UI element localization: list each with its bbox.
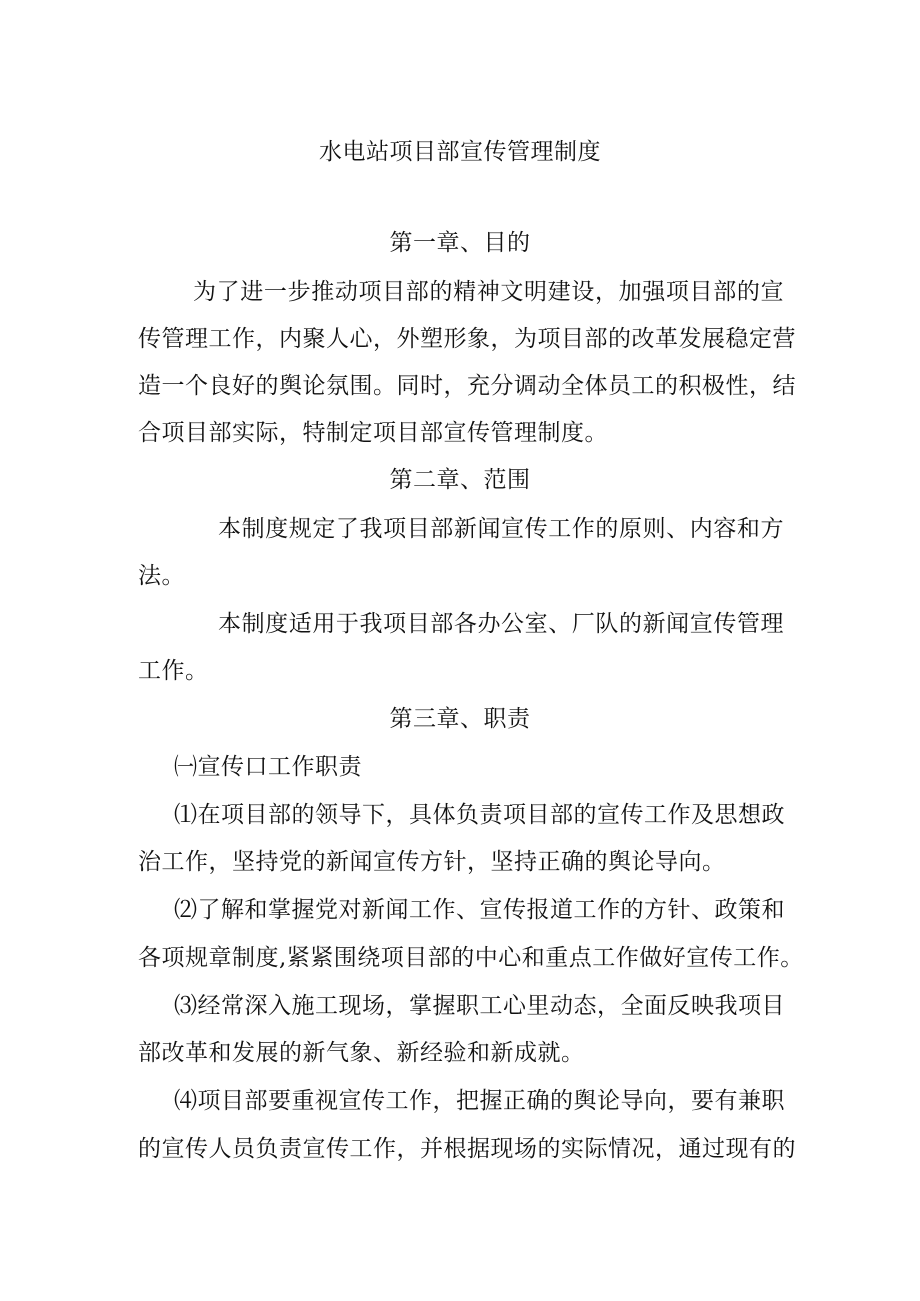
item-4-line-1: ⑷项目部要重视宣传工作，把握正确的舆论导向，要有兼职: [174, 1088, 785, 1114]
chapter-1-line-3: 造一个良好的舆论氛围。同时，充分调动全体员工的积极性，结: [138, 373, 796, 399]
chapter-2-para-2-line-1: 本制度适用于我项目部各办公室、厂队的新闻宣传管理: [218, 611, 784, 637]
item-1-line-1: ⑴在项目部的领导下，具体负责项目部的宣传工作及思想政: [174, 802, 785, 828]
chapter-1-line-1: 为了进一步推动项目部的精神文明建设，加强项目部的宣: [193, 279, 784, 305]
item-4-line-2: 的宣传人员负责宣传工作，并根据现场的实际情况，通过现有的: [138, 1136, 796, 1162]
chapter-2-heading: 第二章、范围: [389, 467, 531, 493]
document-title: 水电站项目部宣传管理制度: [319, 139, 601, 165]
item-3-line-2: 部改革和发展的新气象、新经验和新成就。: [138, 1040, 585, 1066]
item-3-line-1: ⑶经常深入施工现场，掌握职工心里动态，全面反映我项目: [174, 993, 785, 1019]
chapter-1-line-2: 传管理工作，内聚人心，外塑形象，为项目部的改革发展稳定营: [138, 326, 796, 352]
chapter-3-heading: 第三章、职责: [389, 706, 531, 732]
chapter-2-para-2-line-2: 工作。: [138, 658, 209, 684]
chapter-1-heading: 第一章、目的: [389, 230, 531, 256]
item-2-line-2: 各项规章制度,紧紧围绕项目部的中心和重点工作做好宣传工作。: [138, 945, 804, 971]
chapter-1-line-4: 合项目部实际，特制定项目部宣传管理制度。: [138, 420, 608, 446]
chapter-2-para-1-line-1: 本制度规定了我项目部新闻宣传工作的原则、内容和方: [218, 516, 784, 542]
item-1-line-2: 治工作，坚持党的新闻宣传方针，坚持正确的舆论导向。: [138, 849, 726, 875]
section-1-heading: ㈠宣传口工作职责: [174, 754, 362, 780]
item-2-line-1: ⑵了解和掌握党对新闻工作、宣传报道工作的方针、政策和: [174, 897, 785, 923]
chapter-2-para-1-line-2: 法。: [138, 563, 185, 589]
